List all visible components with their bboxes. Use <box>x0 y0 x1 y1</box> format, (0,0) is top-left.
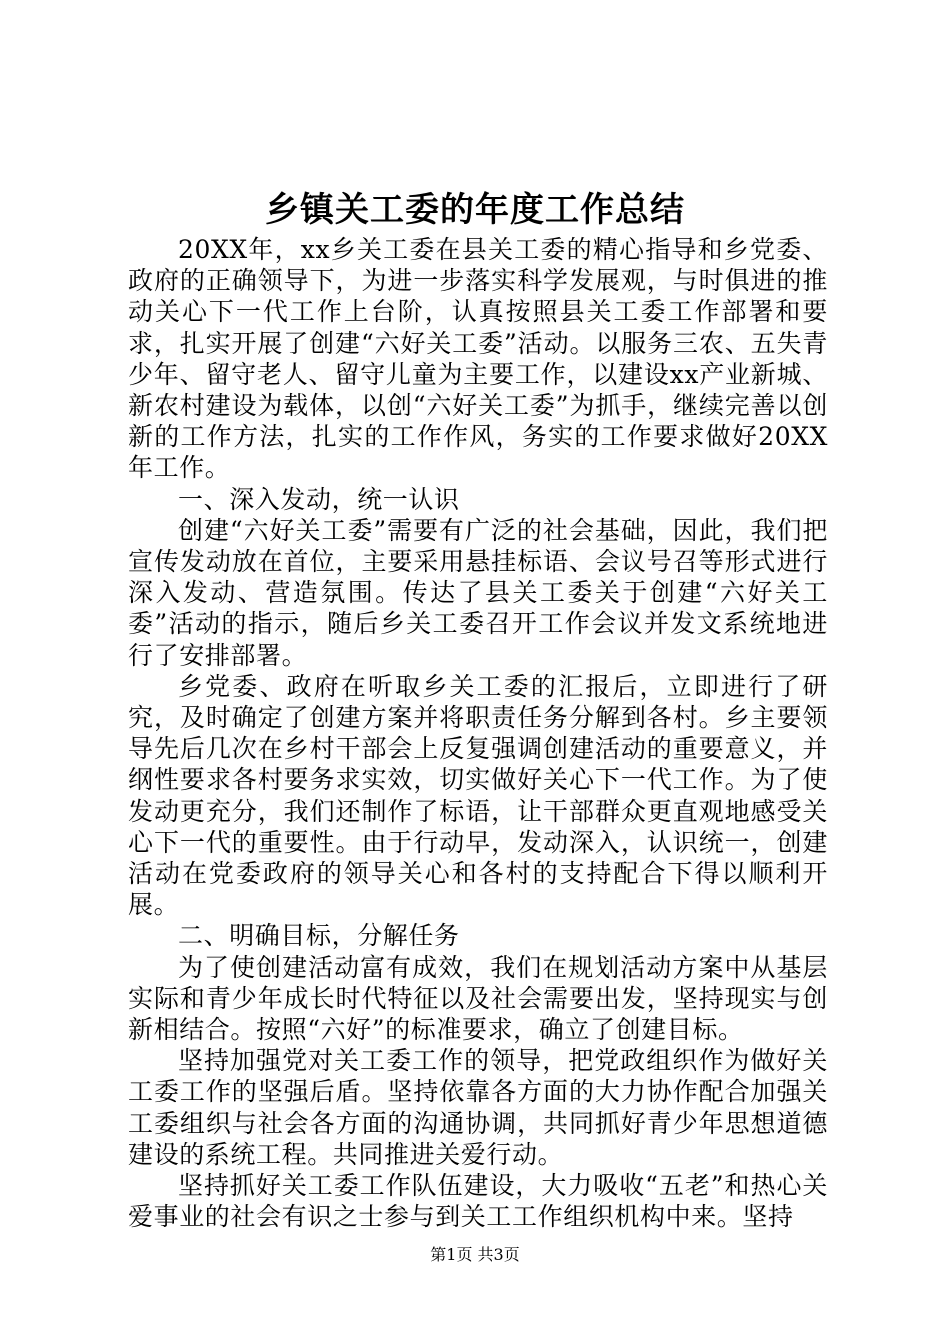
section-heading-2: 二、明确目标，分解任务 <box>178 921 460 951</box>
paragraph: 乡党委、政府在听取乡关工委的汇报后，立即进行了研究，及时确定了创建方案并将职责任务分解到各村。乡主要领导先后几次在乡村干部会上反复强调创建活动的重要意义，并纲性要求各村要务求实效，切实做好关心下一代工作。为了使发动更充分，我们还制作了标语，让干部群众更直观地感受关心下一代的重要性。由于行动早，发动深入，认识统一，创建活动在党委政府的领导关心和各村的支持配合下得以顺利开展。 <box>128 671 828 920</box>
document-body <box>128 234 828 1233</box>
page-number-footer: 第1页 共3页 <box>430 1245 520 1264</box>
section-heading-1: 一、深入发动，统一认识 <box>178 484 460 514</box>
paragraph: 为了使创建活动富有成效，我们在规划活动方案中从基层实际和青少年成长时代特征以及社会需要出发，坚持现实与创新相结合。按照“六好”的标准要求，确立了创建目标。 <box>128 952 828 1045</box>
paragraph: 创建“六好关工委”需要有广泛的社会基础，因此，我们把宣传发动放在首位，主要采用悬挂标语、会议号召等形式进行深入发动、营造氛围。传达了县关工委关于创建“六好关工委”活动的指示，随后乡关工委召开工作会议并发文系统地进行了安排部署。 <box>128 515 828 670</box>
paragraph: 坚持加强党对关工委工作的领导，把党政组织作为做好关工委工作的坚强后盾。坚持依靠各方面的大力协作配合加强关工委组织与社会各方面的沟通协调，共同抓好青少年思想道德建设的系统工程。共同推进关爱行动。 <box>128 1046 828 1169</box>
paragraph-intro: 20XX年，xx乡关工委在县关工委的精心指导和乡党委、政府的正确领导下，为进一步落实科学发展观，与时俱进的推动关心下一代工作上台阶，认真按照县关工委工作部署和要求，扎实开展了创建“六好关工委”活动。以服务三农、五失青少年、留守老人、留守儿童为主要工作，以建设xx产业新城、新农村建设为载体，以创“六好关工委”为抓手，继续完善以创新的工作方法，扎实的工作作风，务实的工作要求做好20XX年工作。 <box>128 235 828 483</box>
paragraph: 坚持抓好关工委工作队伍建设，大力吸收“五老”和热心关爱事业的社会有识之士参与到关工工作组织机构中来。坚持 <box>128 1171 828 1232</box>
document-title: 乡镇关工委的年度工作总结 <box>265 190 685 230</box>
